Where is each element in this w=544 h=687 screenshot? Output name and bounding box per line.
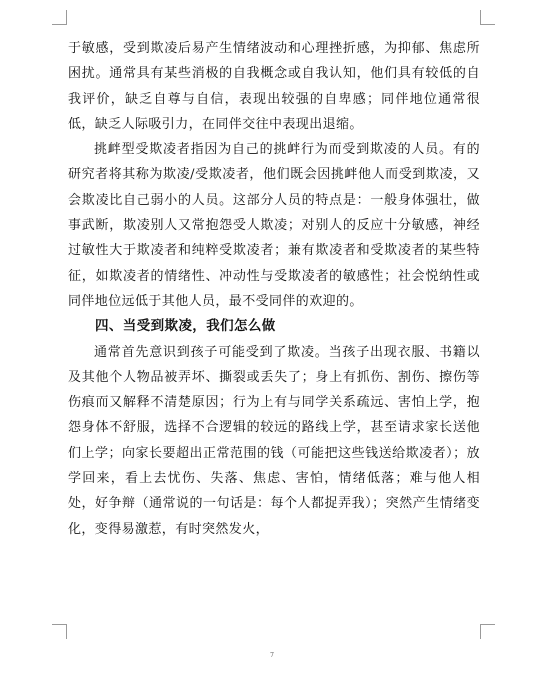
crop-mark-top-left xyxy=(52,10,67,25)
crop-mark-top-right xyxy=(480,10,495,25)
section-heading: 四、当受到欺凌，我们怎么做 xyxy=(95,318,276,335)
crop-mark-bottom-left xyxy=(52,624,67,639)
paragraph-victim-traits: 于敏感，受到欺凌后易产生情绪波动和心理挫折感，为抑郁、焦虑所困扰。通常具有某些消极的自我概念或自我认知，他们具有较低的自我评价，缺乏自尊与自信，表现出较强的自卑感；同伴地位通常很低，缺乏人际吸引力，在同伴交往中表现出退缩。 xyxy=(68,41,480,132)
paragraph-warning-signs: 通常首先意识到孩子可能受到了欺凌。当孩子出现衣服、书籍以及其他个人物品被弄坏、撕裂或丢失了；身上有抓伤、割伤、擦伤等伤痕而又解释不清楚原因；行为上有与同学关系疏远、害怕上学，抱怨身体不舒服，选择不合逻辑的较远的路线上学，甚至请求家长送他们上学；向家长要超出正常范围的钱（可能把这些钱送给欺凌者）；放学回来，看上去忧伤、失落、焦虑、害怕，情绪低落；难与他人相处，好争辩（通常说的一句话是：每个人都捉弄我）；突然产生情绪变化，变得易激惹，有时突然发火， xyxy=(68,344,480,537)
paragraph-provocative-victims: 挑衅型受欺凌者指因为自己的挑衅行为而受到欺凌的人员。有的研究者将其称为欺凌/受欺凌者，他们既会因挑衅他人而受到欺凌，又会欺凌比自己弱小的人员。这部分人员的特点是：一般身体强壮，做事武断，欺凌别人又常抱怨受人欺凌；对别人的反应十分敏感，神经过敏性大于欺凌者和纯粹受欺凌者；兼有欺凌者和受欺凌者的某些特征，如欺凌者的情绪性、冲动性与受欺凌者的敏感性；社会悦纳性或同伴地位远低于其他人员，最不受同伴的欢迎的。 xyxy=(68,142,480,309)
body-text xyxy=(68,36,480,542)
page-number: 7 xyxy=(270,652,274,659)
crop-mark-bottom-right xyxy=(480,624,495,639)
